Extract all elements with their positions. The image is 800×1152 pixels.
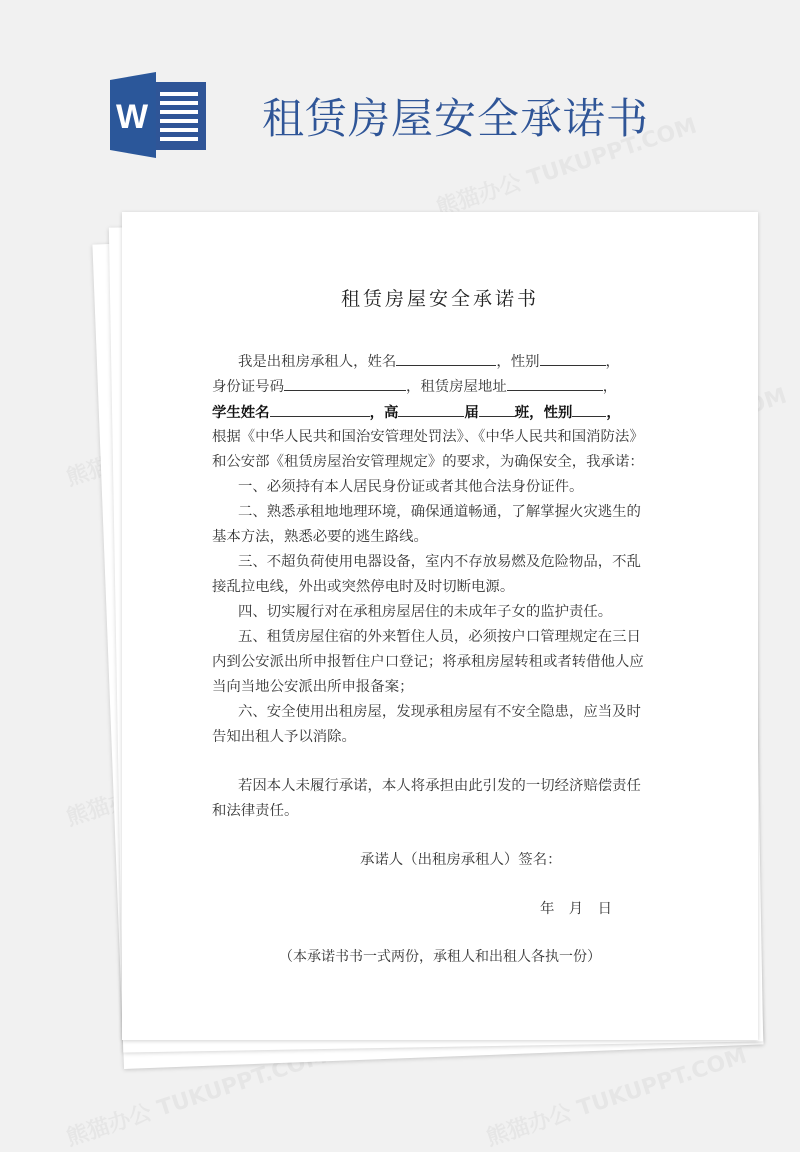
text-line: 一、必须持有本人居民身份证或者其他合法身份证件。 [238, 479, 584, 495]
label-class-year: 届 [464, 404, 479, 421]
name-blank[interactable] [396, 350, 496, 366]
text-line: 当向当地公安派出所申报备案； [212, 679, 414, 695]
address-blank[interactable] [507, 375, 603, 391]
text-line: 内到公安派出所申报暂住户口登记；将承租房屋转租或者转借他人应 [212, 654, 644, 670]
gender-blank[interactable] [540, 350, 606, 366]
signature-label: 承诺人（出租房承租人）签名： [360, 852, 562, 868]
document-title: 租赁房屋安全承诺书 [340, 288, 539, 310]
student-name-blank[interactable] [270, 401, 370, 417]
header [0, 0, 800, 200]
label-grade: ，高 [369, 404, 399, 421]
text-line: 和法律责任。 [212, 803, 299, 819]
label-address: ，租赁房屋地址 [405, 379, 507, 395]
grade-blank[interactable] [398, 401, 464, 417]
text-line: 若因本人未履行承诺，本人将承担由此引发的一切经济赔偿责任 [238, 778, 641, 794]
label-gender: ，性别 [496, 354, 540, 370]
text-line: 和公安部《租赁房屋治安管理规定》的要求，为确保安全，我承诺： [212, 454, 644, 470]
punct: ， [605, 354, 620, 370]
copies-note: （本承诺书书一式两份，承租人和出租人各执一份） [279, 949, 601, 965]
id-number-blank[interactable] [284, 375, 406, 391]
document-page [122, 212, 758, 1040]
word-icon [110, 72, 210, 158]
watermark [482, 1039, 750, 1152]
punct: ， [606, 404, 621, 421]
date-label: 年 月 日 [540, 901, 612, 917]
label-id: 身份证号码 [212, 379, 284, 395]
document-body [212, 350, 644, 824]
label-student-name: 学生姓名 [212, 404, 270, 421]
text-line: 接乱拉电线，外出或突然停电时及时切断电源。 [212, 579, 515, 595]
line-id-address [212, 375, 634, 400]
line-student [212, 400, 634, 425]
text-line: 告知出租人予以消除。 [212, 729, 356, 745]
punct: ， [602, 379, 618, 395]
text-line: 二、熟悉承租地地理环境，确保通道畅通，了解掌握火灾逃生的 [238, 504, 641, 520]
svg-text:W: W [115, 98, 149, 136]
text-line: 五、租赁房屋住宿的外来暂住人员，必须按户口管理规定在三日 [238, 629, 641, 645]
line-lessee-name [212, 350, 634, 375]
student-gender-blank[interactable] [572, 401, 606, 417]
header-title: 租赁房屋安全承诺书 [262, 94, 650, 143]
text-line: 基本方法，熟悉必要的逃生路线。 [212, 529, 428, 545]
text-line: 四、切实履行对在承租房屋居住的未成年子女的监护责任。 [238, 604, 613, 620]
label-name: 我是出租房承租人，姓名 [238, 354, 397, 370]
text-line: 三、不超负荷使用电器设备，室内不存放易燃及危险物品，不乱 [238, 554, 641, 570]
label-student-gender: 班，性别 [514, 404, 573, 421]
text-line: 六、安全使用出租房屋，发现承租房屋有不安全隐患，应当及时 [238, 704, 641, 720]
class-blank[interactable] [479, 401, 515, 417]
text-line: 根据《中华人民共和国治安管理处罚法》、《中华人民共和国消防法》 [212, 429, 644, 445]
